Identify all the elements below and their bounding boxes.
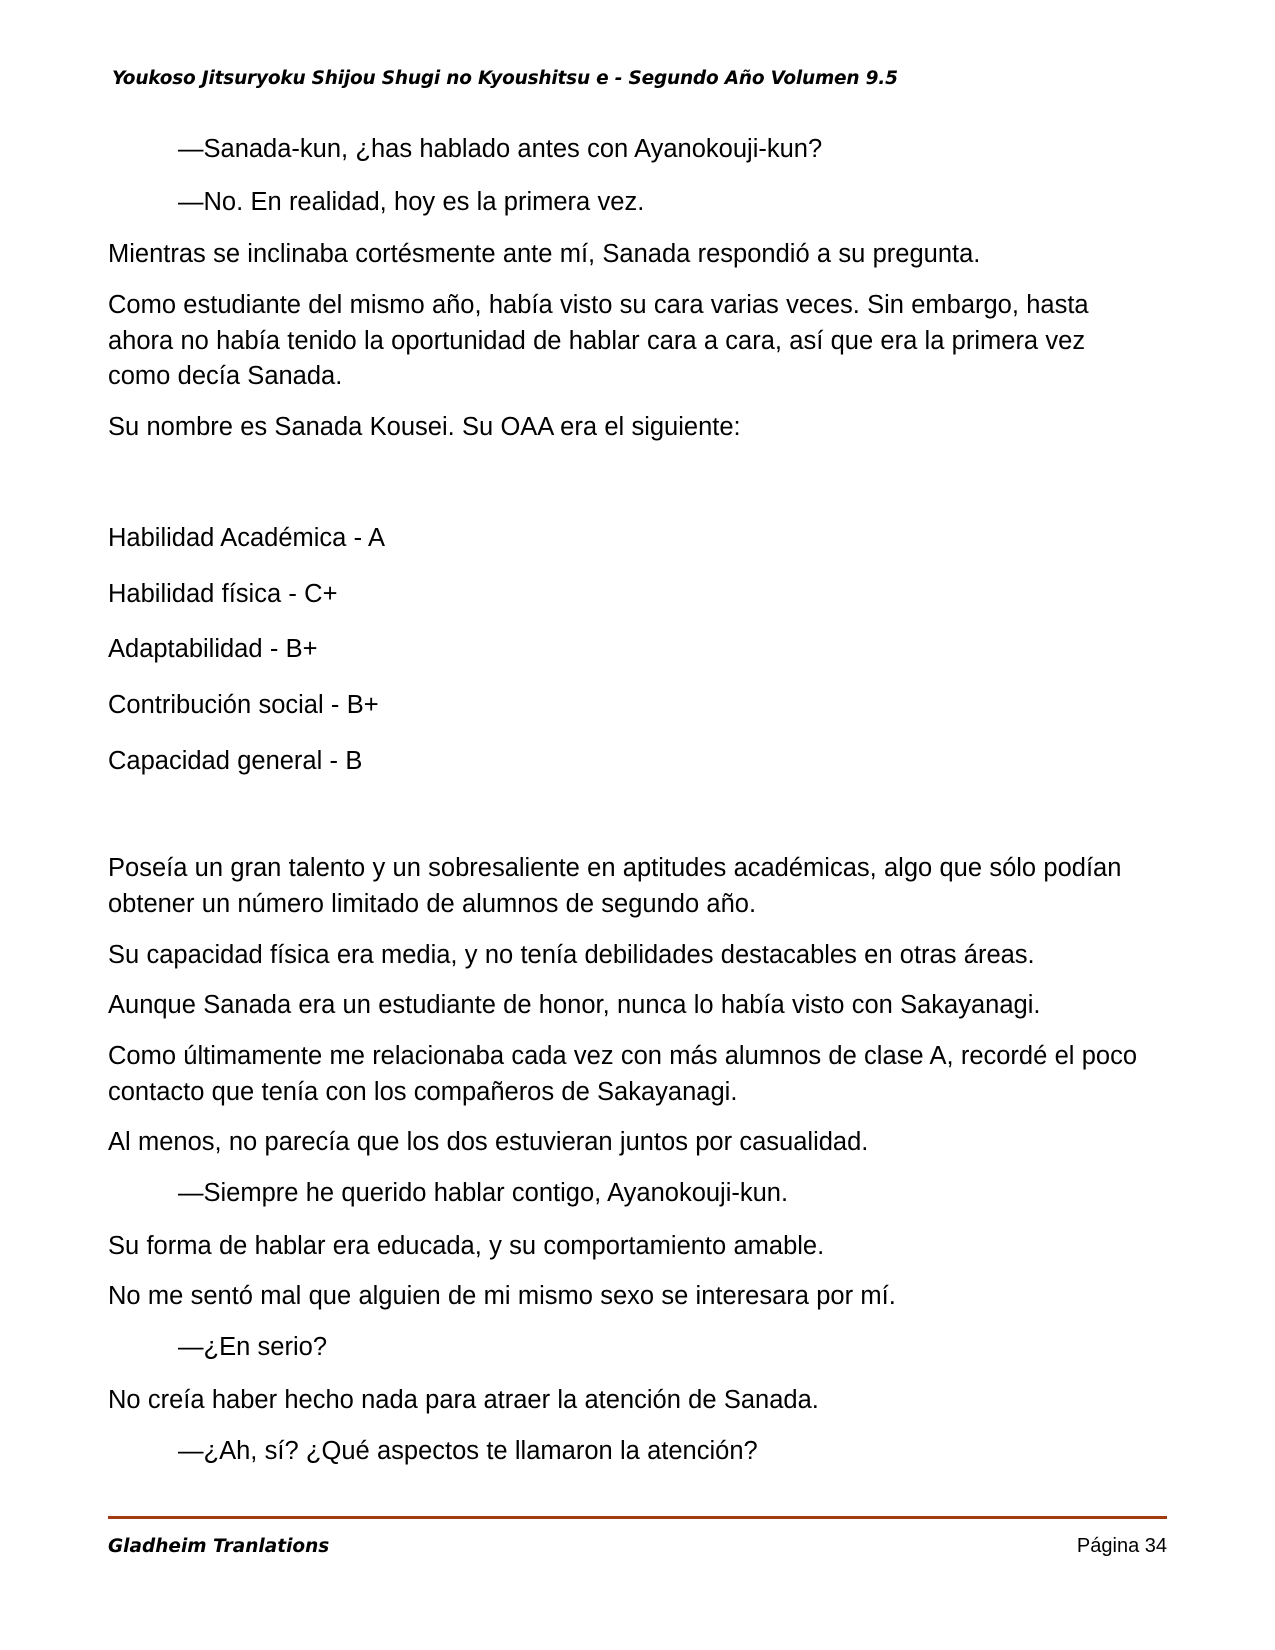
stat-line-physical-ability: Habilidad física - C+ xyxy=(108,579,338,608)
narration-paragraph: Como últimamente me relacionaba cada vez con más alumnos de clase A, recordé el poco contacto que tenía con los compañeros de Sakayanagi. xyxy=(108,1042,1138,1106)
header-title: Youkoso Jitsuryoku Shijou Shugi no Kyoushitsu e - Segundo Año Volumen 9.5 xyxy=(112,68,898,89)
footer-divider xyxy=(108,1516,1167,1519)
narration-paragraph: Como estudiante del mismo año, había visto su cara varias veces. Sin embargo, hasta ahora no había tenido la oportunidad de hablar cara a cara, así que era la primera vez como decía Sanada. xyxy=(108,291,1089,391)
dialogue-line: —Sanada-kun, ¿has hablado antes con Ayanokouji-kun? xyxy=(178,135,823,163)
dialogue-line: —¿Ah, sí? ¿Qué aspectos te llamaron la atención? xyxy=(178,1436,758,1465)
narration-paragraph: Poseía un gran talento y un sobresaliente en aptitudes académicas, algo que sólo podían obtener un número limitado de alumnos de segundo año. xyxy=(108,854,1122,918)
narration-paragraph: Mientras se inclinaba cortésmente ante mí, Sanada respondió a su pregunta. xyxy=(108,240,981,269)
section-spacer xyxy=(108,461,1138,521)
page-footer xyxy=(108,1516,1167,1558)
narration-paragraph: Su nombre es Sanada Kousei. Su OAA era el siguiente: xyxy=(108,413,741,442)
stat-line-adaptability: Adaptabilidad - B+ xyxy=(108,635,318,664)
page-header xyxy=(112,68,1163,96)
narration-paragraph: No creía haber hecho nada para atraer la atención de Sanada. xyxy=(108,1385,819,1414)
footer-page-number: Página 34 xyxy=(1076,1535,1167,1557)
dialogue-line: —Siempre he querido hablar contigo, Ayanokouji-kun. xyxy=(178,1179,789,1208)
narration-paragraph: Aunque Sanada era un estudiante de honor, nunca lo había visto con Sakayanagi. xyxy=(108,991,1041,1020)
narration-paragraph: Su forma de hablar era educada, y su comportamiento amable. xyxy=(108,1231,825,1260)
stat-line-academic-ability: Habilidad Académica - A xyxy=(108,523,386,552)
footer-row xyxy=(108,1535,1167,1558)
narration-paragraph: Su capacidad física era media, y no tenía debilidades destacables en otras áreas. xyxy=(108,940,1035,969)
section-spacer xyxy=(108,799,1138,851)
dialogue-line: —¿En serio? xyxy=(178,1333,328,1362)
stat-line-overall-ability: Capacidad general - B xyxy=(108,746,363,775)
dialogue-line: —No. En realidad, hoy es la primera vez. xyxy=(178,187,645,216)
narration-paragraph: No me sentó mal que alguien de mi mismo sexo se interesara por mí. xyxy=(108,1282,896,1311)
stat-line-social-contribution: Contribución social - B+ xyxy=(108,690,379,719)
document-body xyxy=(108,132,1138,1486)
narration-paragraph: Al menos, no parecía que los dos estuvieran juntos por casualidad. xyxy=(108,1128,869,1157)
footer-translator-credit: Gladheim Tranlations xyxy=(108,1536,330,1557)
